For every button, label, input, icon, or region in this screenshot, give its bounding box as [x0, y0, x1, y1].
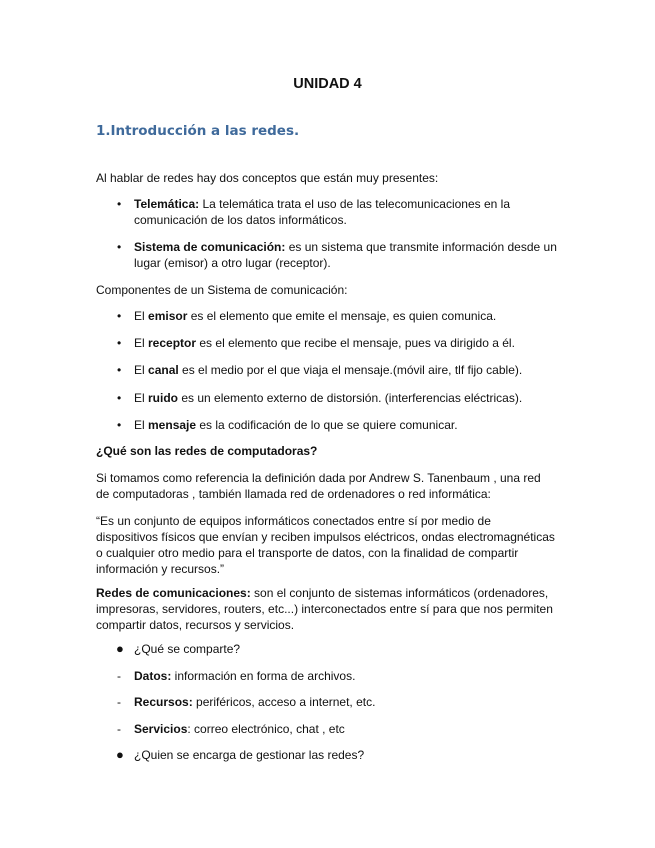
bullet-marker: • [117, 336, 122, 350]
components-title: Componentes de un Sistema de comunicación: [96, 283, 348, 297]
shared-term: Recursos: [134, 695, 193, 709]
shared-text: periféricos, acceso a internet, etc. [192, 695, 376, 709]
bullet-marker: • [117, 391, 122, 405]
component-text: es un elemento externo de distorsión. (interferencias eléctricas). [178, 391, 523, 405]
bullet-marker: • [117, 309, 122, 323]
page-title: UNIDAD 4 [293, 76, 362, 92]
bullet-marker: • [117, 197, 122, 211]
component-prefix: El [134, 309, 149, 323]
component-prefix: El [134, 418, 149, 432]
dash-marker: - [117, 669, 121, 683]
component-term: canal [148, 363, 179, 377]
concept-item [134, 239, 564, 271]
component-prefix: El [134, 363, 149, 377]
redes-text: son el conjunto de sistemas informáticos (ordenadores, impresoras, servidores, routers, etc...) interconectados entre sí para que nos permiten compartir datos, recursos y servicios. [96, 586, 553, 632]
shared-term: Datos: [134, 669, 172, 683]
component-text: es el elemento que emite el mensaje, es quien comunica. [187, 309, 497, 323]
component-text: es el medio por el que viaja el mensaje.(móvil aire, tlf fijo cable). [178, 363, 523, 377]
component-term: ruido [148, 391, 179, 405]
component-prefix: El [134, 336, 149, 350]
component-text: es el elemento que recibe el mensaje, pues va dirigido a él. [196, 336, 515, 350]
question-text: ¿Qué son las redes de computadoras? [96, 444, 318, 458]
shared-term: Servicios [134, 722, 188, 736]
component-item [134, 335, 564, 351]
concept-text: La telemática trata el uso de las telecomunicaciones en la comunicación de los datos informáticos. [134, 197, 510, 227]
definition-intro: Si tomamos como referencia la definición dada por Andrew S. Tanenbaum , una red de computadoras , también llamada red de ordenadores o red informática: [96, 471, 541, 501]
component-term: mensaje [148, 418, 197, 432]
shared-item [134, 721, 564, 737]
definition-quote: “Es un conjunto de equipos informáticos conectados entre sí por medio de dispositivos físicos que envían y reciben impulsos eléctricos, ondas electromagnéticas o cualquier otro medio para el transporte de datos, con la finalidad de compartir información y recursos.” [96, 514, 555, 576]
bullet-marker: ● [116, 641, 124, 656]
bullet-marker: • [117, 418, 122, 432]
component-item [134, 362, 564, 378]
intro-paragraph: Al hablar de redes hay dos conceptos que están muy presentes: [96, 171, 439, 185]
shared-text: : correo electrónico, chat , etc [187, 722, 345, 736]
component-term: emisor [148, 309, 188, 323]
dash-marker: - [117, 695, 121, 709]
component-prefix: El [134, 391, 149, 405]
redes-paragraph [96, 585, 556, 633]
section-heading: 1.Introducción a las redes. [96, 123, 300, 139]
subsection-question [96, 443, 556, 459]
shared-question: ¿Qué se comparte? [134, 642, 241, 656]
concept-item [134, 196, 564, 228]
concept-term: Sistema de comunicación: [134, 240, 286, 254]
shared-item [134, 668, 564, 684]
concept-term: Telemática: [134, 197, 200, 211]
component-item [134, 417, 564, 433]
dash-marker: - [117, 722, 121, 736]
component-text: es la codificación de lo que se quiere comunicar. [196, 418, 458, 432]
concept-text: es un sistema que transmite información desde un lugar (emisor) a otro lugar (receptor). [134, 240, 557, 270]
manage-question: ¿Quien se encarga de gestionar las redes? [134, 748, 365, 762]
shared-text: información en forma de archivos. [171, 669, 356, 683]
bullet-marker: ● [116, 747, 124, 762]
component-term: receptor [148, 336, 197, 350]
bullet-marker: • [117, 363, 122, 377]
bullet-marker: • [117, 240, 122, 254]
redes-term: Redes de comunicaciones: [96, 586, 251, 600]
component-item [134, 390, 564, 406]
component-item [134, 308, 564, 324]
shared-item [134, 694, 564, 710]
